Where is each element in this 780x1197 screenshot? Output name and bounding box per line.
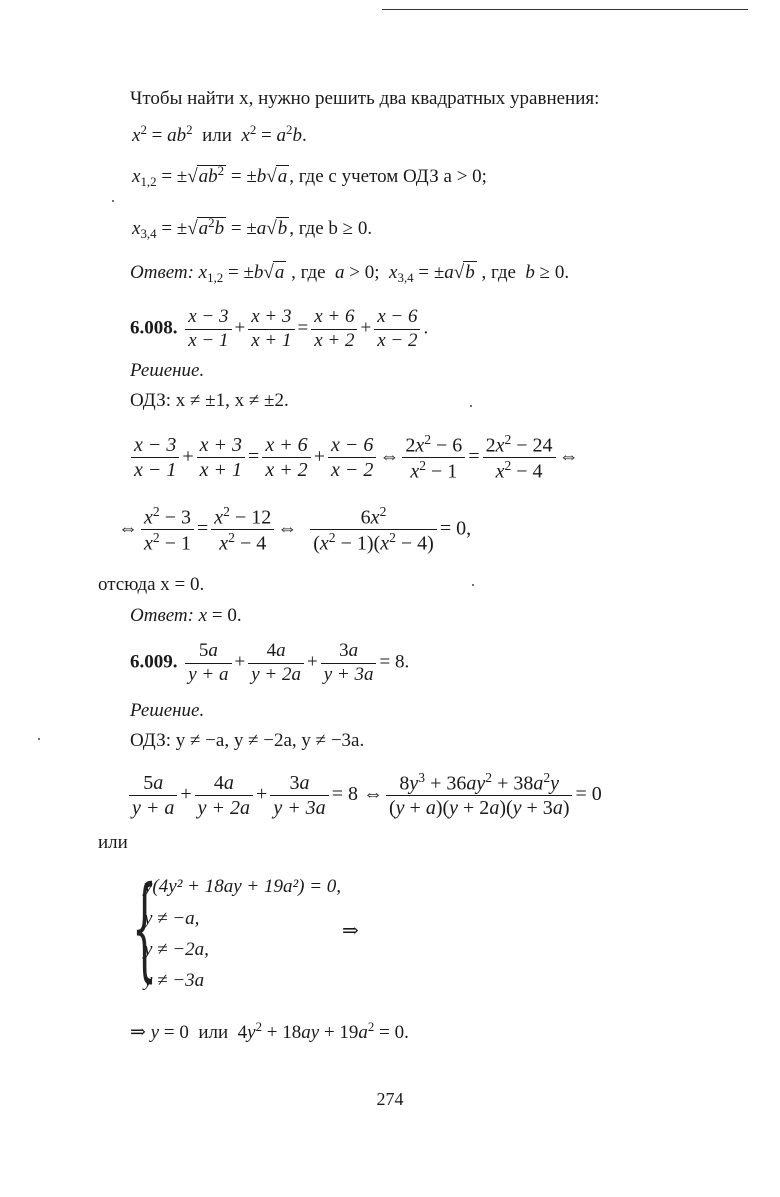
answer-6008-label: Ответ:: [130, 605, 194, 626]
system-row-1: y(4y² + 18ay + 19a²) = 0,: [144, 876, 342, 897]
intro-eq2-tail: , где с учетом ОДЗ a > 0;: [289, 166, 487, 188]
problem-6009-statement: 6.009. $\frac{5a}{y + a}$ + $\frac{4a}{y + 2a}$ + $\frac{3a}{y + 3a}$ = 8.: [130, 640, 410, 685]
intro-eq3: $x_{3,4} = \pm√a^2b = \pm a√b$ , где b ≥ 0.: [132, 215, 373, 241]
system-row-3: y ≠ −2a,: [144, 939, 209, 960]
hence-6008: отсюда x = 0.: [98, 574, 205, 595]
problem-6008-statement: 6.008. $\frac{x - 3}{x - 1}$ + $\frac{x + 3}{x + 1}$ = $\frac{x + 6}{x + 2}$ + $\frac{x - 6}{x - 2}$ .: [130, 306, 429, 351]
solution-label-6008: Решение.: [130, 360, 205, 381]
scan-speck: [38, 738, 40, 740]
odz-6009: ОДЗ: y ≠ −a, y ≠ −2a, y ≠ −3a.: [130, 730, 365, 751]
page-number: 274: [376, 1089, 404, 1109]
or-6009: или: [98, 832, 128, 853]
header-rule: [382, 9, 748, 10]
scan-speck: [470, 405, 472, 407]
step1-6009: $\frac{5a}{y + a}$ + $\frac{4a}{y + 2a}$ + $\frac{3a}{y + 3a}$ = 8 ⇔ $\frac{8y^3 + 36ay^2 + 38a^2y}{(y + a)(y + 2a)(y + 3a)}$ = 0: [126, 770, 602, 820]
problem-6008-number: 6.008.: [130, 317, 178, 339]
step1-6008: $\frac{x - 3}{x - 1}$ + $\frac{x + 3}{x + 1}$ = $\frac{x + 6}{x + 2}$ + $\frac{x - 6}{x - 2}$ ⇔ $\frac{2x^2 - 6}{x^2 - 1}$ = $\frac{2x^2 - 24}{x^2 - 4}$ ⇔: [128, 432, 579, 484]
answer-6008: Ответ: x = 0.: [130, 605, 242, 626]
intro-eq1: $x^2 = ab^2$ или $x^2 = a^2b$.: [132, 122, 307, 147]
scan-speck: [112, 200, 114, 202]
answer-prev-label: Ответ:: [130, 262, 194, 283]
system-row-4: y ≠ −3a: [144, 970, 205, 991]
intro-eq2: $x_{1,2} = \pm√ab^2 = \pm b√a$ , где с учетом ОДЗ a > 0;: [132, 163, 487, 189]
system-brace: {: [132, 863, 157, 993]
intro-text: Чтобы найти x, нужно решить два квадратных уравнения:: [130, 88, 600, 109]
solution-label-6009: Решение.: [130, 700, 205, 721]
scan-speck: [472, 584, 474, 586]
system-row-2: y ≠ −a,: [144, 908, 200, 929]
answer-prev: Ответ: $x_{1,2} = \pm b√a$ , где a > 0; $x_{3,4} = \pm a√b$ , где b ≥ 0.: [130, 262, 570, 285]
intro-eq3-tail: , где b ≥ 0.: [289, 218, 373, 240]
step2-6008: ⇔ $\frac{x^2 - 3}{x^2 - 1}$ = $\frac{x^2 - 12}{x^2 - 4}$ ⇔ $\frac{6x^2}{(x^2 - 1)(x^2 - 4)}$ = 0,: [118, 504, 472, 555]
odz-6008: ОДЗ: x ≠ ±1, x ≠ ±2.: [130, 390, 289, 411]
final-6009: ⇒ y = 0 или $4y^2 + 18ay + 19a^2 = 0$.: [130, 1019, 409, 1044]
implies-arrow: ⇒: [342, 920, 359, 942]
problem-6009-number: 6.009.: [130, 651, 178, 673]
